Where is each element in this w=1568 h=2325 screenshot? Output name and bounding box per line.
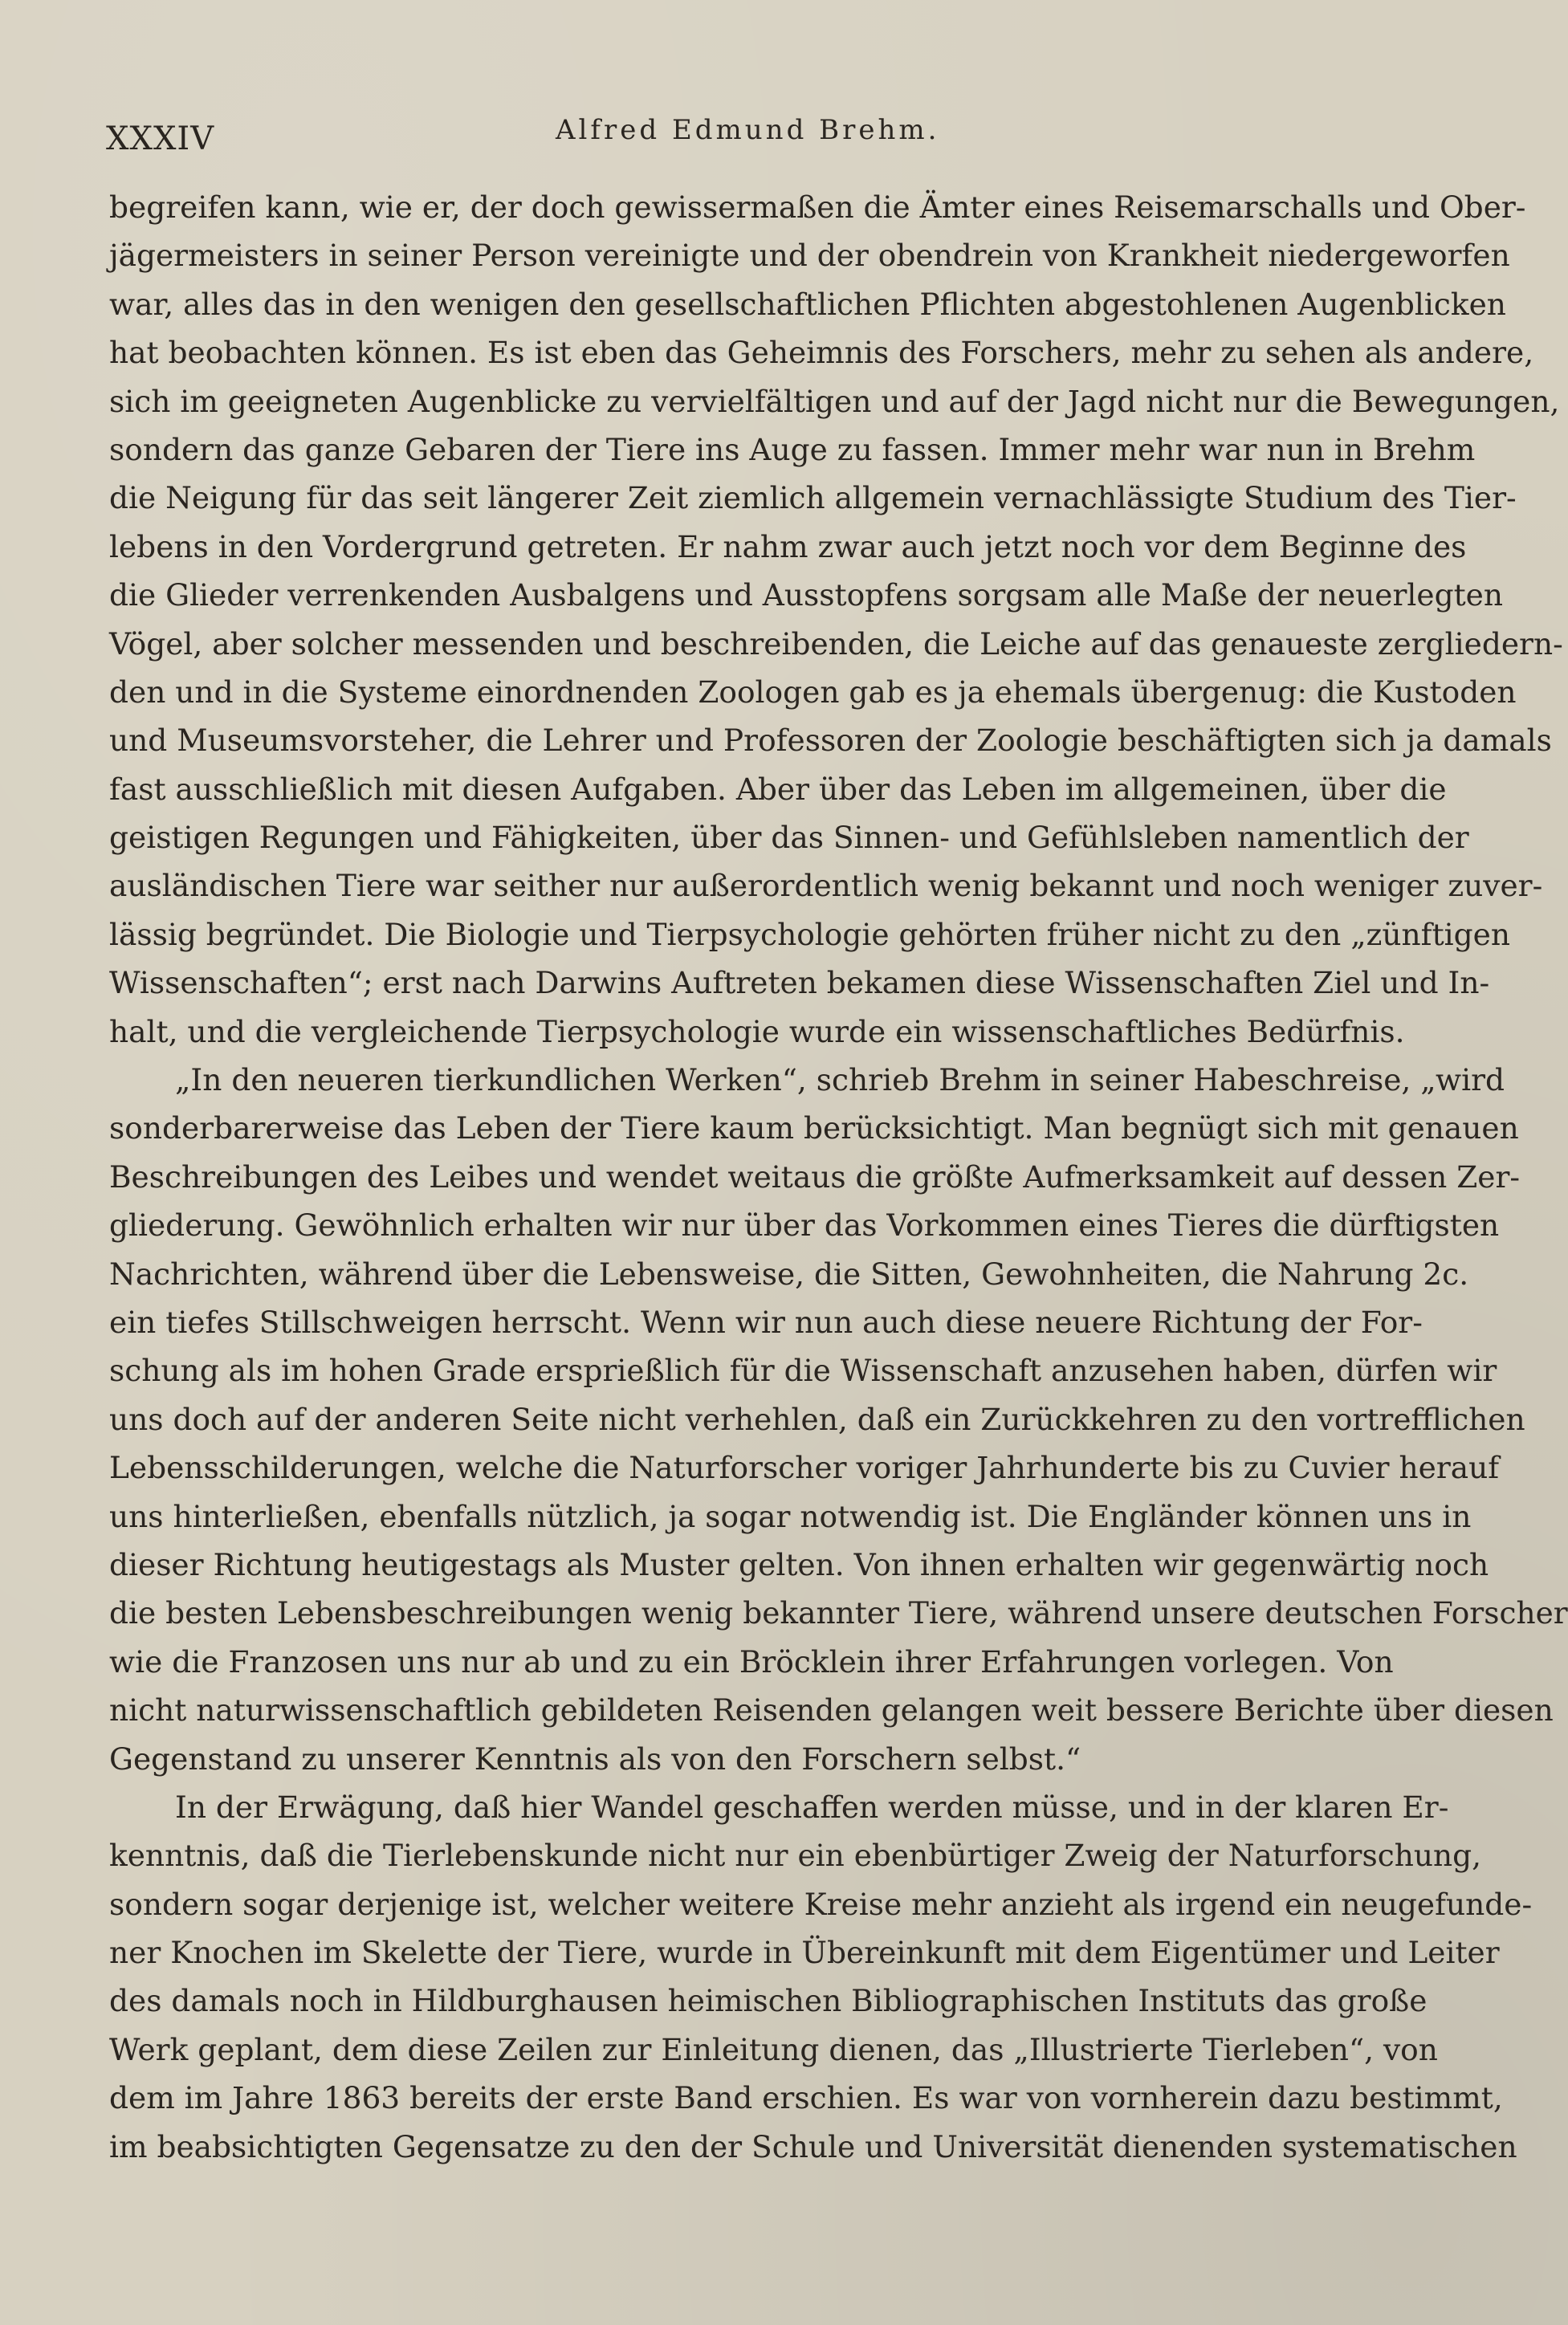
text-line: die Glieder verrenkenden Ausbalgens und Ausstopfens sorgsam alle Maße der neuerlegten bbox=[109, 577, 1504, 613]
paragraph-2 bbox=[109, 1056, 1568, 1783]
text-line: wie die Franzosen uns nur ab und zu ein Bröcklein ihrer Erfahrungen vorlegen. Von bbox=[109, 1643, 1394, 1680]
text-line: kenntnis, daß die Tierlebenskunde nicht nur ein ebenbürtiger Zweig der Naturforschung, bbox=[109, 1838, 1482, 1874]
text-line: Nachrichten, während über die Lebensweise, die Sitten, Gewohnheiten, die Nahrung 2c. bbox=[109, 1256, 1469, 1292]
text-line: geistigen Regungen und Fähigkeiten, über das Sinnen- und Gefühlsleben namentlich der bbox=[109, 820, 1469, 856]
text-line: des damals noch in Hildburghausen heimischen Bibliographischen Instituts das große bbox=[109, 1983, 1427, 2019]
running-title: Alfred Edmund Brehm. bbox=[556, 114, 940, 146]
text-line: ein tiefes Stillschweigen herrscht. Wenn wir nun auch diese neuere Richtung der For- bbox=[109, 1304, 1423, 1340]
text-line: lebens in den Vordergrund getreten. Er nahm zwar auch jetzt noch vor dem Beginne des bbox=[109, 528, 1467, 564]
text-line: im beabsichtigten Gegensatze zu den der Schule und Universität dienenden systematischen bbox=[109, 2128, 1517, 2164]
text-line: ausländischen Tiere war seither nur außerordentlich wenig bekannt und noch weniger zuver- bbox=[109, 868, 1543, 904]
text-line: begreifen kann, wie er, der doch gewissermaßen die Ämter eines Reisemarschalls und Ober- bbox=[109, 189, 1526, 225]
text-line: Wissenschaften“; erst nach Darwins Auftreten bekamen diese Wissenschaften Ziel und In- bbox=[109, 965, 1490, 1001]
paragraph-1 bbox=[109, 183, 1563, 1056]
text-line: sich im geeigneten Augenblicke zu vervielfältigen und auf der Jagd nicht nur die Bewegungen, bbox=[109, 383, 1560, 419]
text-line: die besten Lebensbeschreibungen wenig bekannter Tiere, während unsere deutschen Forscher bbox=[109, 1595, 1568, 1631]
text-line: und Museumsvorsteher, die Lehrer und Professoren der Zoologie beschäftigten sich ja damals bbox=[109, 723, 1552, 759]
text-line: schung als im hohen Grade ersprießlich für die Wissenschaft anzusehen haben, dürfen wir bbox=[109, 1353, 1497, 1389]
text-line: Gegenstand zu unserer Kenntnis als von den Forschern selbst.“ bbox=[109, 1741, 1081, 1777]
body-text bbox=[109, 183, 1568, 2171]
paragraph-3 bbox=[109, 1783, 1533, 2171]
text-line: dem im Jahre 1863 bereits der erste Band erschien. Es war von vornherein dazu bestimmt, bbox=[109, 2080, 1503, 2116]
text-line: gliederung. Gewöhnlich erhalten wir nur über das Vorkommen eines Tieres die dürftigsten bbox=[109, 1207, 1500, 1244]
text-line: dieser Richtung heutigestags als Muster gelten. Von ihnen erhalten wir gegenwärtig noch bbox=[109, 1546, 1489, 1582]
text-line: ner Knochen im Skelette der Tiere, wurde in Übereinkunft mit dem Eigentümer und Leiter bbox=[109, 1935, 1500, 1971]
text-line: fast ausschließlich mit diesen Aufgaben. Aber über das Leben im allgemeinen, über die bbox=[109, 771, 1447, 807]
running-head bbox=[106, 114, 1375, 169]
text-line: die Neigung für das seit längerer Zeit ziemlich allgemein vernachlässigte Studium des Tier- bbox=[109, 480, 1517, 516]
text-line: In der Erwägung, daß hier Wandel geschaffen werden müsse, und in der klaren Er- bbox=[175, 1789, 1449, 1825]
text-line: sondern sogar derjenige ist, welcher weitere Kreise mehr anzieht als irgend ein neugefunde- bbox=[109, 1886, 1533, 1922]
text-line: „In den neueren tierkundlichen Werken“, schrieb Brehm in seiner Habeschreise, „wird bbox=[175, 1062, 1505, 1098]
text-line: war, alles das in den wenigen den gesellschaftlichen Pflichten abgestohlenen Augenblicken bbox=[109, 286, 1506, 322]
text-line: sonderbarerweise das Leben der Tiere kaum berücksichtigt. Man begnügt sich mit genauen bbox=[109, 1110, 1519, 1146]
text-line: sondern das ganze Gebaren der Tiere ins Auge zu fassen. Immer mehr war nun in Brehm bbox=[109, 431, 1476, 467]
text-line: Lebensschilderungen, welche die Naturforscher voriger Jahrhunderte bis zu Cuvier herauf bbox=[109, 1450, 1500, 1486]
text-line: Vögel, aber solcher messenden und beschreibenden, die Leiche auf das genaueste zergliedern- bbox=[109, 625, 1563, 662]
text-line: den und in die Systeme einordnenden Zoologen gab es ja ehemals übergenug: die Kustoden bbox=[109, 674, 1517, 710]
text-line: halt, und die vergleichende Tierpsychologie wurde ein wissenschaftliches Bedürfnis. bbox=[109, 1013, 1405, 1049]
page-number: XXXIV bbox=[106, 120, 215, 157]
text-line: jägermeisters in seiner Person vereinigte und der obendrein von Krankheit niedergeworfen bbox=[109, 238, 1510, 274]
text-line: uns hinterließen, ebenfalls nützlich, ja sogar notwendig ist. Die Engländer können uns in bbox=[109, 1498, 1472, 1534]
text-line: uns doch auf der anderen Seite nicht verhehlen, daß ein Zurückkehren zu den vortrefflichen bbox=[109, 1401, 1525, 1437]
text-line: hat beobachten können. Es ist eben das Geheimnis des Forschers, mehr zu sehen als andere, bbox=[109, 335, 1534, 371]
text-line: Werk geplant, dem diese Zeilen zur Einleitung dienen, das „Illustrierte Tierleben“, von bbox=[109, 2031, 1438, 2067]
text-line: Beschreibungen des Leibes und wendet weitaus die größte Aufmerksamkeit auf dessen Zer- bbox=[109, 1158, 1521, 1195]
text-line: lässig begründet. Die Biologie und Tierpsychologie gehörten früher nicht zu den „zünftigen bbox=[109, 916, 1510, 952]
text-line: nicht naturwissenschaftlich gebildeten Reisenden gelangen weit bessere Berichte über diesen bbox=[109, 1692, 1554, 1728]
